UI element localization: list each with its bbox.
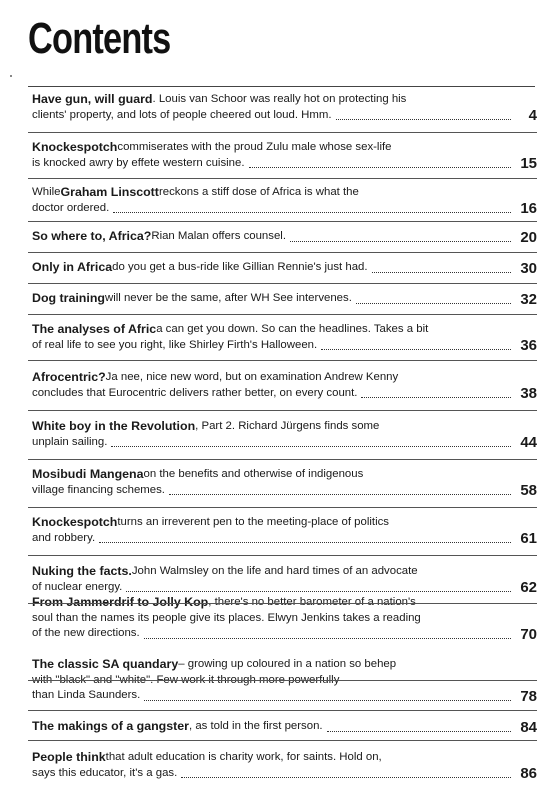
page-number: 78 xyxy=(520,687,537,705)
entry-divider xyxy=(28,314,537,315)
dot-leader xyxy=(372,271,511,273)
toc-entry-headline: People think xyxy=(32,750,106,764)
toc-entry-line xyxy=(32,435,537,451)
toc-entry-line xyxy=(32,229,537,245)
toc-entry-text: turns an irreverent pen to the meeting-place of politics xyxy=(117,516,389,528)
toc-entry-text: doctor ordered. xyxy=(32,201,110,214)
toc-entry-line xyxy=(32,611,537,627)
toc-entry-headline: White boy in the Revolution xyxy=(32,419,196,433)
page-number: 44 xyxy=(520,434,537,451)
toc-entry-text: do you get a bus-ride like Gillian Rennie's just had. xyxy=(112,261,368,273)
toc-entry-text: a can get you down. So can the headlines. Takes a bit xyxy=(156,323,429,335)
toc-entry-line xyxy=(32,626,537,642)
toc-entry-text: says this educator, it's a gas. xyxy=(32,766,178,779)
toc-entry-line xyxy=(32,688,537,704)
toc-entry-text: Ja nee, nice new word, but on examination Andrew Kenny xyxy=(105,371,399,383)
dot-leader xyxy=(356,302,511,304)
page-number: 84 xyxy=(520,718,537,736)
toc-entry-line xyxy=(32,515,537,531)
toc-entry-line xyxy=(32,483,537,499)
toc-entry-line xyxy=(32,140,537,156)
toc-entry-text: of nuclear energy. xyxy=(32,580,123,593)
page-number: 32 xyxy=(520,290,537,308)
toc-entry-text: village financing schemes. xyxy=(32,483,165,496)
toc-entry-line xyxy=(32,291,537,307)
toc-entry-text: , as told in the first person. xyxy=(188,720,323,732)
toc-entry[interactable] xyxy=(32,322,537,353)
page-number: 36 xyxy=(520,337,537,354)
dot-leader xyxy=(169,493,511,495)
toc-entry[interactable] xyxy=(32,260,537,276)
toc-entry-headline: From Jammerdrif to Jolly Kop xyxy=(32,595,209,609)
toc-entry[interactable] xyxy=(32,185,537,216)
dot-leader xyxy=(113,211,511,213)
dot-leader xyxy=(144,637,511,639)
toc-entry[interactable] xyxy=(32,92,537,123)
toc-entry-text: unplain sailing. xyxy=(32,435,108,448)
toc-entry-text: that adult education is charity work, for saints. Hold on, xyxy=(105,751,382,763)
toc-entry[interactable] xyxy=(32,595,537,642)
toc-entry-text: reckons a stiff dose of Africa is what the xyxy=(158,186,359,198)
toc-entry-text: clients' property, and lots of people cheered out loud. Hmm. xyxy=(32,108,332,121)
toc-entry-line xyxy=(32,531,537,547)
toc-entry-text: . Louis van Schoor was really hot on protecting his xyxy=(152,93,407,105)
toc-entry[interactable] xyxy=(32,467,537,498)
toc-entry-headline: Afrocentric? xyxy=(32,370,106,384)
entry-divider xyxy=(28,680,537,681)
dot-leader xyxy=(327,730,511,732)
page-number: 62 xyxy=(520,579,537,596)
toc-entry-line xyxy=(32,657,537,673)
toc-entry-headline: Knockespotch xyxy=(32,140,118,154)
toc-entry-line xyxy=(32,719,537,735)
toc-entry[interactable] xyxy=(32,515,537,546)
entry-divider xyxy=(28,555,537,556)
toc-entry-text: with "black" and "white". Few work it through more powerfully xyxy=(32,673,340,686)
dot-leader xyxy=(99,541,511,543)
toc-entry-headline: Graham Linscott xyxy=(60,185,159,199)
toc-entry-headline: The classic SA quandary xyxy=(32,657,179,671)
entry-divider xyxy=(28,221,537,222)
entry-divider xyxy=(28,283,537,284)
page-number: 30 xyxy=(520,259,537,277)
page-number: 20 xyxy=(520,228,537,246)
toc-entry-headline: Nuking the facts. xyxy=(32,564,132,578)
toc-entry[interactable] xyxy=(32,419,537,450)
entry-divider xyxy=(28,178,537,179)
entry-divider xyxy=(28,459,537,460)
entry-divider xyxy=(28,710,537,711)
toc-entry-text: of real life to see you right, like Shirley Firth's Halloween. xyxy=(32,338,318,351)
toc-entry-text: on the benefits and otherwise of indigenous xyxy=(143,468,364,480)
page-number: 4 xyxy=(528,107,537,124)
dot-leader xyxy=(126,590,511,592)
page-number: 86 xyxy=(520,765,537,782)
toc-entry-text: than Linda Saunders. xyxy=(32,689,141,701)
toc-entry[interactable] xyxy=(32,140,537,171)
toc-entry-headline: Mosibudi Mangena xyxy=(32,467,144,481)
toc-entry-text: soul than the names its people give its places. Elwyn Jenkins takes a reading xyxy=(32,611,421,624)
page-title: Contents xyxy=(28,14,171,63)
toc-entry-line xyxy=(32,564,537,580)
toc-entry-text: is knocked awry by effete western cuisine. xyxy=(32,156,245,169)
toc-entry-line xyxy=(32,386,537,402)
page-number: 15 xyxy=(520,155,537,172)
entry-divider xyxy=(28,603,537,604)
entry-divider xyxy=(28,507,537,508)
toc-entry-text: – growing up coloured in a nation so behep xyxy=(178,658,397,670)
page-number: 61 xyxy=(520,530,537,547)
page-number: 70 xyxy=(520,625,537,643)
toc-entry-headline: The analyses of Afric xyxy=(32,322,157,336)
page-number: 58 xyxy=(520,482,537,499)
toc-entry-text: , Part 2. Richard Jürgens finds some xyxy=(195,420,380,432)
toc-entry-text: commiserates with the proud Zulu male whose sex-life xyxy=(117,141,392,153)
entry-divider xyxy=(28,740,537,741)
dot-leader xyxy=(111,445,511,447)
toc-entry-line xyxy=(32,766,537,782)
toc-entry-line xyxy=(32,338,537,354)
dot-leader xyxy=(290,240,511,242)
toc-entry-text: John Walmsley on the life and hard times of an advocate xyxy=(131,565,418,577)
dot-leader xyxy=(144,699,511,701)
toc-entry-prefix: While xyxy=(32,186,61,198)
entry-divider xyxy=(28,360,537,361)
toc-entry[interactable] xyxy=(32,719,537,735)
toc-entry-headline: Dog training xyxy=(32,291,105,305)
toc-entry-text: and robbery. xyxy=(32,531,96,544)
page-number: 38 xyxy=(520,385,537,402)
toc-entry[interactable] xyxy=(32,750,537,781)
toc-entry-line xyxy=(32,201,537,217)
toc-entry-line xyxy=(32,370,537,386)
toc-entry-headline: Only in Africa xyxy=(32,260,113,274)
toc-entry-line xyxy=(32,580,537,596)
toc-entry-line xyxy=(32,260,537,276)
toc-entry-line xyxy=(32,185,537,201)
dot-leader xyxy=(321,348,511,350)
toc-entry-headline: So where to, Africa? xyxy=(32,229,152,243)
dot-leader xyxy=(336,118,511,120)
dot-leader xyxy=(249,166,511,168)
toc-entry-headline: Have gun, will guard xyxy=(32,92,153,106)
toc-entry-line xyxy=(32,419,537,435)
page-number: 16 xyxy=(520,200,537,217)
toc-entry-text: will never be the same, after WH See intervenes. xyxy=(104,292,352,304)
toc-entry-line xyxy=(32,322,537,338)
toc-entry-headline: Knockespotch xyxy=(32,515,118,529)
toc-entry[interactable] xyxy=(32,564,537,595)
toc-entry-text: , there's no better barometer of a nation's xyxy=(208,596,416,608)
toc-entry-text: concludes that Eurocentric delivers rather better, on every count. xyxy=(32,386,358,399)
dot-leader xyxy=(361,396,511,398)
toc-entry-line xyxy=(32,92,537,108)
toc-entry-line xyxy=(32,750,537,766)
dot-leader xyxy=(181,776,511,778)
entry-divider xyxy=(28,410,537,411)
toc-entry-line xyxy=(32,156,537,172)
toc-entry-headline: The makings of a gangster xyxy=(32,719,189,733)
toc-entry[interactable] xyxy=(32,291,537,307)
toc-entry-line xyxy=(32,108,537,124)
toc-entry[interactable] xyxy=(32,370,537,401)
toc-entry-line xyxy=(32,467,537,483)
toc-entry-text: of the new directions. xyxy=(32,627,140,639)
toc-entry[interactable] xyxy=(32,229,537,245)
entry-divider xyxy=(28,132,537,133)
toc-entry-text: Rian Malan offers counsel. xyxy=(151,230,286,242)
entry-divider xyxy=(28,252,537,253)
